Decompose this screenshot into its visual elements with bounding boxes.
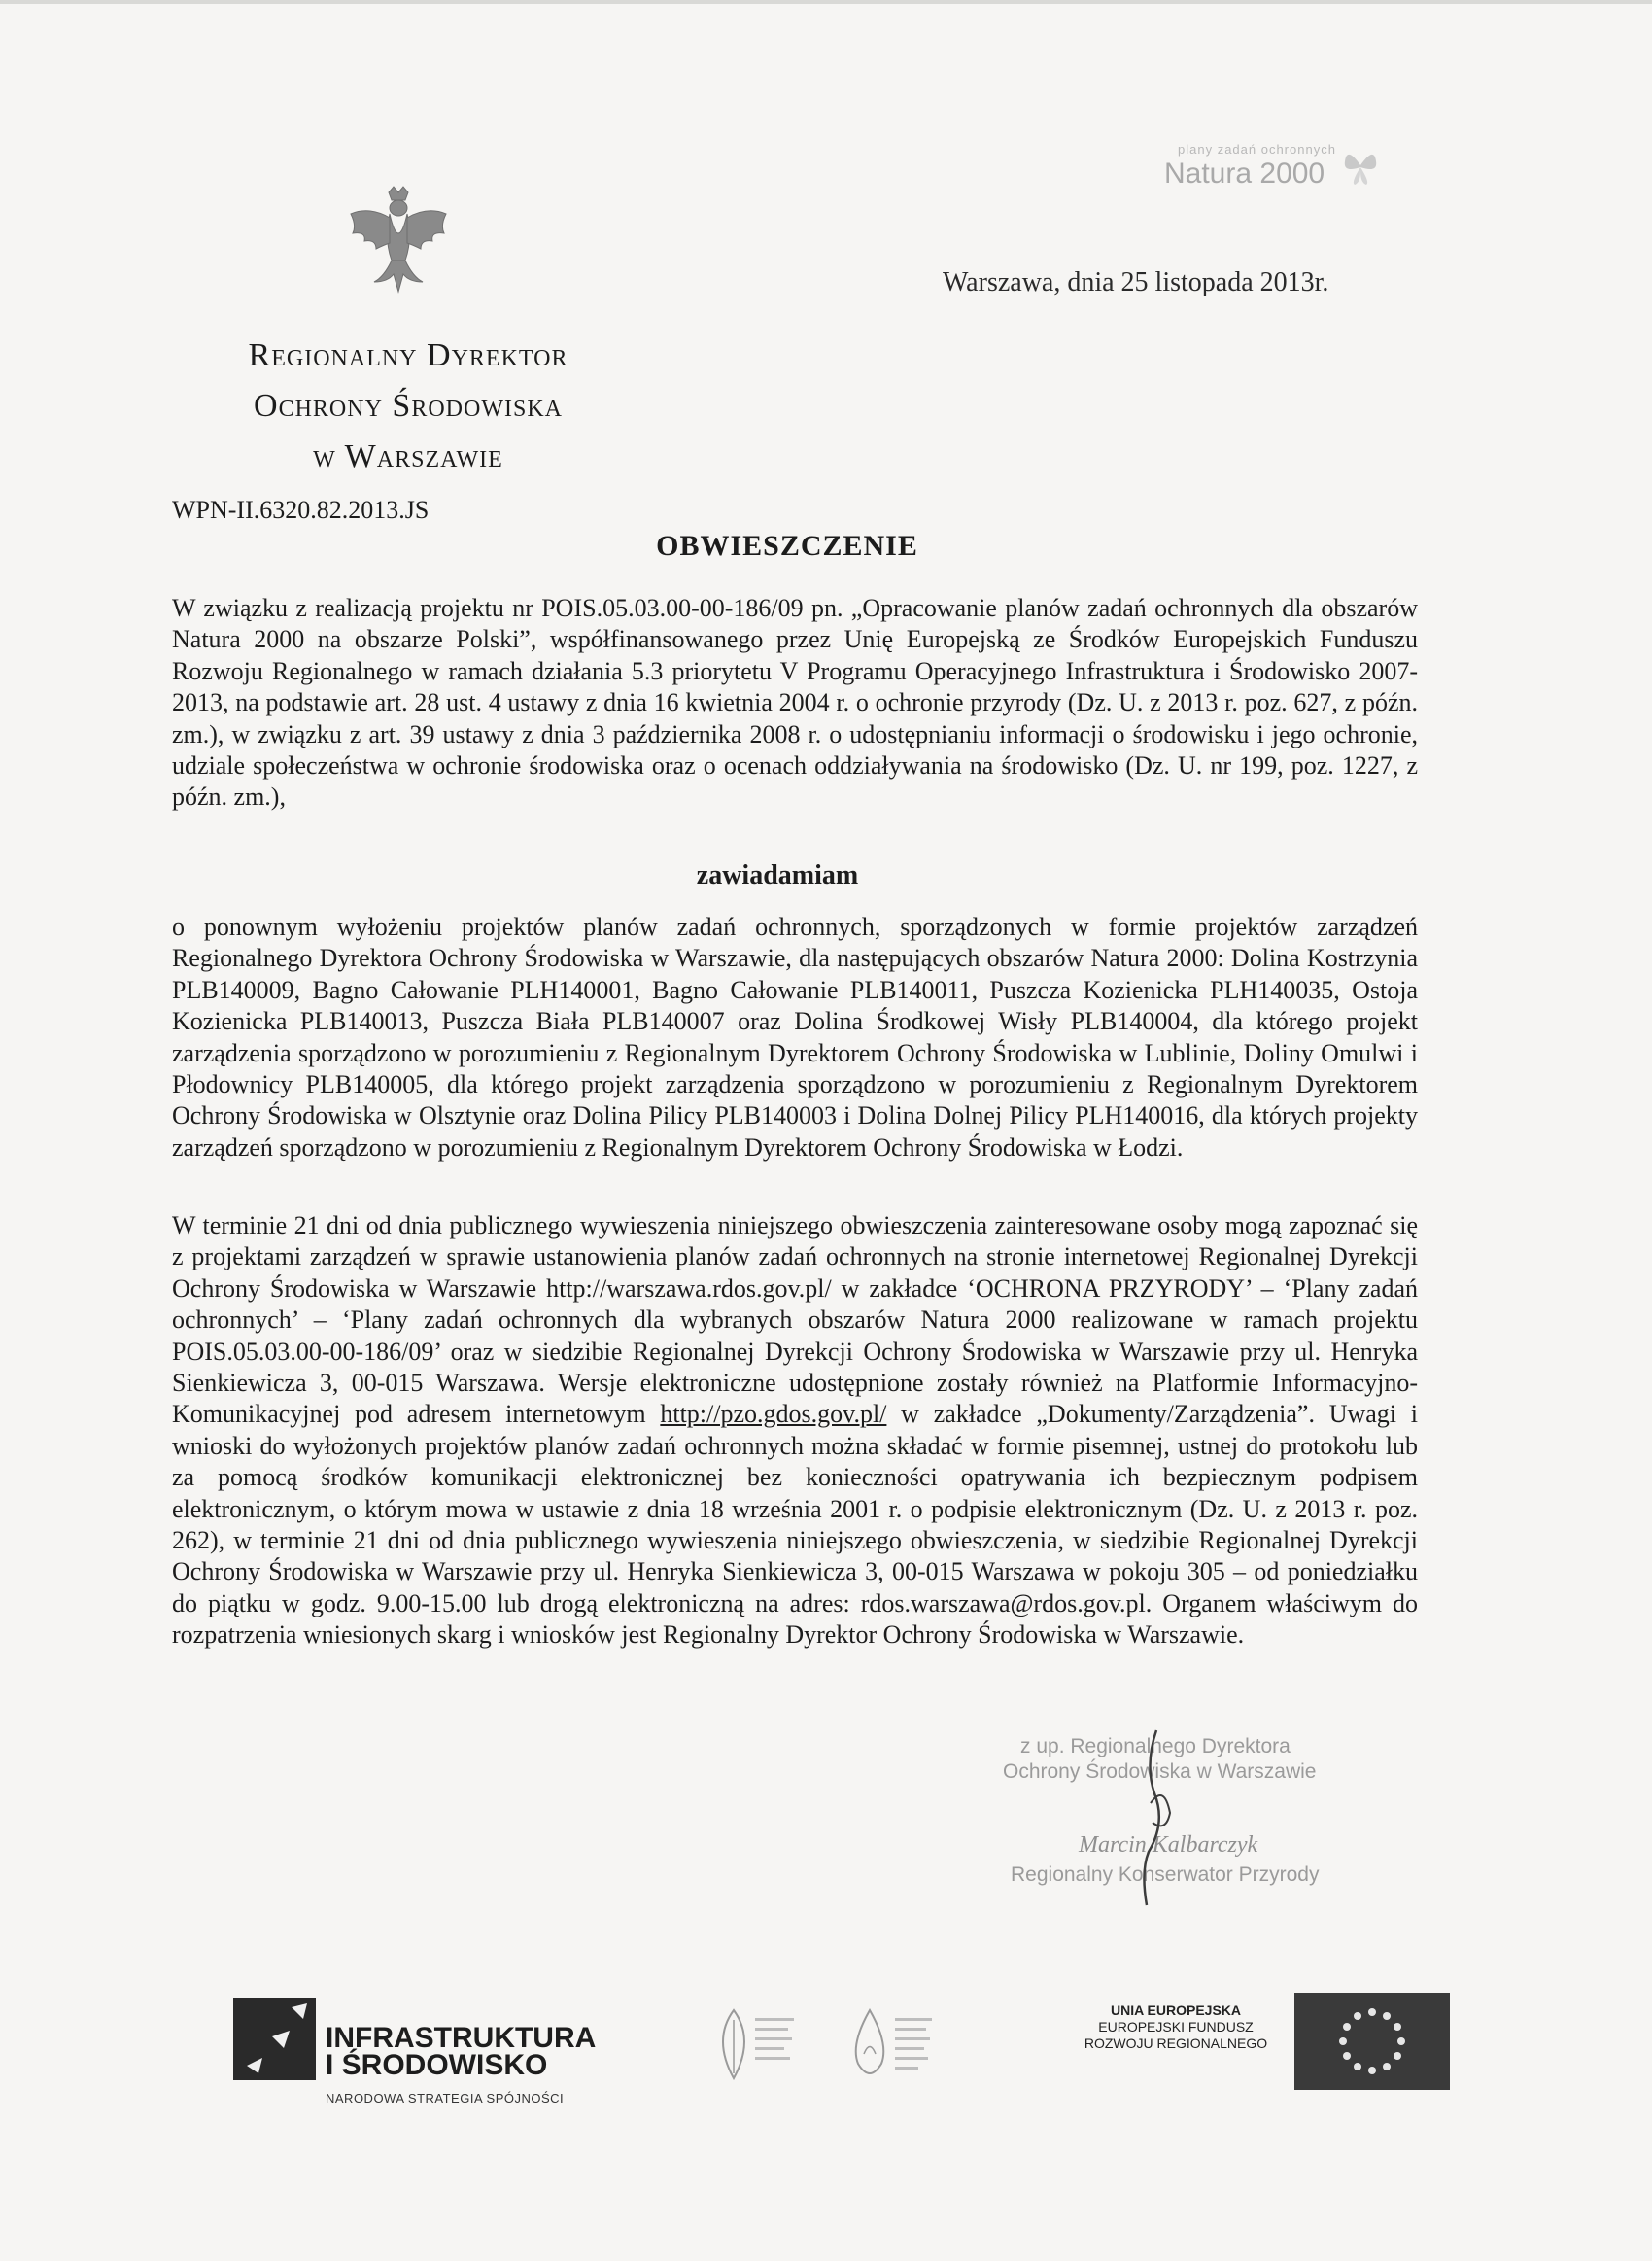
eu-line-3: ROZWOJU REGIONALNEGO (1084, 2035, 1268, 2051)
authority-line-3: w Warszawie (313, 438, 503, 474)
authority-line-1: Regionalny Dyrektor (248, 337, 568, 373)
natura-logo-small-text: plany zadań ochronnych (1178, 142, 1336, 157)
infrastruktura-srodowisko-logo (233, 1998, 597, 2105)
reference-number: WPN-II.6320.82.2013.JS (172, 496, 430, 524)
instructions-text-2: w zakładce „Dokumenty/Zarządzenia”. Uwagi i wnioski do wyłożonych projektów planów zadań ochronnych można składać w formie pisemnej, ustnej do protokołu lub za pomocą środków komunikacji elektronicznej bez konieczności opatrywania ich bezpiecznym podpisem elektronicznym, o którym mowa w ustawie z dnia 18 września 2001 r. o podpisie elektronicznym (Dz. U. z 2013 r. poz. 262), w terminie 21 dni od dnia publicznego wywieszenia niniejszego obwieszczenia, w siedzibie Regionalnej Dyrekcji Ochrony Środowiska w Warszawie przy ul. Henryka Sienkiewicza 3, 00-015 Warszawa w pokoju 305 – od poniedziałku do piątku w godz. 9.00-15.00 lub drogą elektroniczną na adres: rdos.warszawa@rdos.gov.pl. Organem właściwym do rozpatrzenia wniesionych skarg i wniosków jest Regionalny Dyrektor Ochrony Środowiska w Warszawie. (172, 1400, 1419, 1650)
authority-line-2: Ochrony Środowiska (254, 388, 563, 424)
eagle-emblem-icon (345, 185, 452, 296)
pzo-link[interactable]: http://pzo.gdos.gov.pl/ (660, 1400, 887, 1429)
eu-line-1: UNIA EUROPEJSKA (1110, 2002, 1242, 2018)
handwritten-signature (1127, 1725, 1186, 1910)
is-title-line-2: I ŚRODOWISKO (326, 2049, 548, 2081)
document-date: Warszawa, dnia 25 listopada 2013r. (943, 267, 1329, 297)
eu-fund-label (1064, 2002, 1288, 2052)
natura-2000-logo (1147, 136, 1380, 194)
footer-logos (0, 1983, 1652, 2119)
stamp-line-2: Ochrony Środowiska w Warszawie (1003, 1760, 1317, 1783)
document-title: OBWIESZCZENIE (656, 530, 918, 562)
section-heading: zawiadamiam (696, 860, 859, 890)
natura-logo-text: Natura 2000 (1164, 157, 1325, 190)
is-title-line-1: INFRASTRUKTURA (326, 2022, 597, 2054)
stamp-line-1: z up. Regionalnego Dyrektora (1020, 1735, 1291, 1757)
instructions-paragraph (172, 1210, 1418, 1652)
leaf-emblem-icon (705, 2000, 811, 2088)
intro-paragraph: W związku z realizacją projektu nr POIS.05.03.00-00-186/09 pn. „Opracowanie planów zadań ochronnych dla obszarów Natura 2000 na obszarze Polski”, współfinansowanego przez Unię Europejską ze Środków Europejskich Funduszu Rozwoju Regionalnego w ramach działania 5.3 priorytetu V Programu Operacyjnego Infrastruktura i Środowisko 2007-2013, na podstawie art. 28 ust. 4 ustawy z dnia 16 kwietnia 2004 r. o ochronie przyrody (Dz. U. z 2013 r. poz. 627, z późn. zm.), w związku z art. 39 ustawy z dnia 3 października 2008 r. o udostępnianiu informacji o środowisku i jego ochronie, udziale społeczeństwa w ochronie środowiska oraz o ocenach oddziaływania na środowisko (Dz. U. nr 199, poz. 1227, z późn. zm.), (172, 594, 1418, 812)
instructions-text-1: W terminie 21 dni od dnia publicznego wywieszenia niniejszego obwieszczenia zainteresowane osoby mogą zapoznać się z projektami zarządzeń w sprawie ustanowienia planów zadań ochronnych na stronie internetowej Regionalnej Dyrekcji Ochrony Środowiska w Warszawie http://warszawa.rdos.gov.pl/ w zakładce ‘OCHRONA PRZYRODY’ – ‘Plany zadań ochronnych’ – ‘Plany zadań ochronnych dla wybranych obszarów Natura 2000 realizowane w ramach projektu POIS.05.03.00-00-186/09’ oraz w siedzibie Regionalnej Dyrekcji Ochrony Środowiska w Warszawie przy ul. Henryka Sienkiewicza 3, 00-015 Warszawa. Wersje elektroniczne udostępnione zostały również na Platformie Informacyjno-Komunikacyjnej pod adresem internetowym (172, 1211, 1418, 1429)
issuing-authority (155, 330, 661, 482)
butterfly-icon (1341, 144, 1380, 187)
is-flag-icon (233, 1998, 316, 2080)
signature-stamp (981, 1735, 1428, 1915)
eu-line-2: EUROPEJSKI FUNDUSZ (1098, 2019, 1254, 2035)
drop-emblem-icon (841, 2000, 947, 2088)
is-logo-title (326, 2022, 597, 2081)
notice-paragraph: o ponownym wyłożeniu projektów planów zadań ochronnych, sporządzonych w formie projektów zarządzeń Regionalnego Dyrektora Ochrony Środowiska w Warszawie, dla następujących obszarów Natura 2000: Dolina Kostrzynia PLB140009, Bagno Całowanie PLH140001, Bagno Całowanie PLB140011, Puszcza Kozienicka PLH140035, Ostoja Kozienicka PLB140013, Puszcza Biała PLB140007 oraz Dolina Środkowej Wisły PLB140004, dla którego projekt zarządzenia sporządzono w porozumieniu z Regionalnym Dyrektorem Ochrony Środowiska w Lublinie, Doliny Omulwi i Płodownicy PLB140005, dla którego projekt zarządzenia sporządzono w porozumieniu z Regionalnym Dyrektorem Ochrony Środowiska w Olsztynie oraz Dolina Pilicy PLB140003 i Dolina Dolnej Pilicy PLH140016, dla których projekty zarządzeń sporządzono w porozumieniu z Regionalnym Dyrektorem Ochrony Środowiska w Łodzi. (172, 913, 1418, 1162)
eu-flag-icon (1294, 1993, 1450, 2090)
is-logo-subtitle: NARODOWA STRATEGIA SPÓJNOŚCI (326, 2091, 565, 2105)
scan-edge (0, 0, 1652, 4)
signatory-name: Marcin Kalbarczyk (1079, 1832, 1258, 1858)
signatory-role: Regionalny Konserwator Przyrody (1011, 1863, 1320, 1886)
